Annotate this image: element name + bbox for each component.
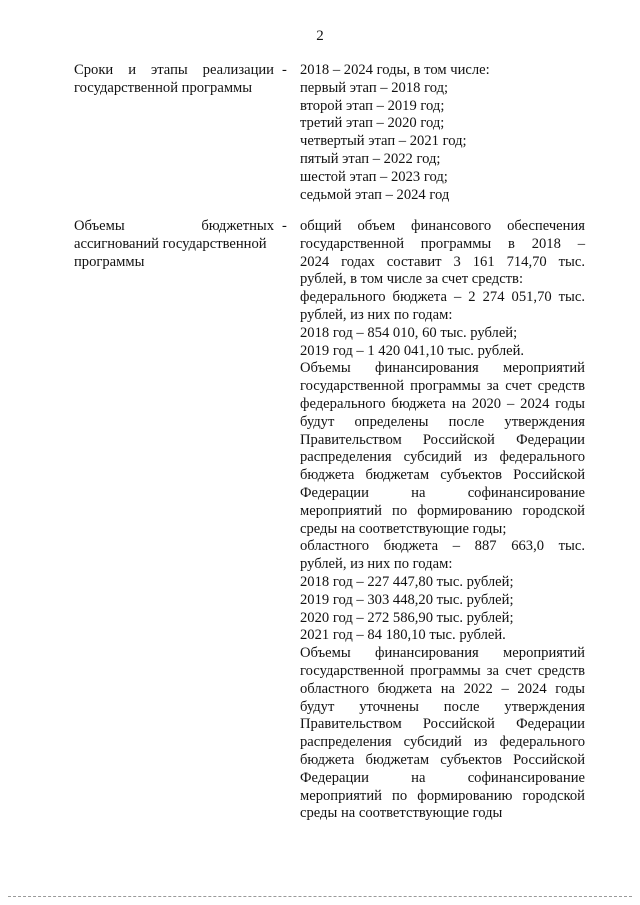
value-line: областного бюджета – 887 663,0 тыс. [300, 538, 585, 555]
label-line: Сроки и этапы реализации [74, 62, 274, 78]
value-line: среды на соответствующие годы; [300, 520, 507, 537]
value-line: 2019 год – 303 448,20 тыс. рублей; [300, 591, 514, 608]
value-line: Объемы финансирования мероприятий [300, 360, 585, 377]
page-number: 2 [316, 28, 324, 44]
value-line: седьмой этап – 2024 год [300, 186, 450, 203]
row-value [300, 62, 585, 204]
value-line: второй этап – 2019 год; [300, 97, 445, 114]
value-line: распределения субсидий из федерального [300, 734, 585, 751]
row-dash: - [282, 218, 287, 234]
value-line: 2021 год – 84 180,10 тыс. рублей. [300, 627, 506, 644]
value-line: пятый этап – 2022 год; [300, 150, 441, 167]
value-line: рублей, из них по годам: [300, 306, 453, 323]
value-line: Федерации на софинансирование [300, 484, 585, 501]
row-label [74, 218, 274, 271]
value-line: 2019 год – 1 420 041,10 тыс. рублей. [300, 342, 525, 359]
value-line: мероприятий по формированию городской [300, 502, 585, 519]
value-line: будут уточнены после утверждения [300, 698, 585, 715]
value-line: распределения субсидий из федерального [300, 449, 585, 466]
value-line: общий объем финансового обеспечения [300, 218, 585, 234]
label-line: государственной программы [74, 79, 253, 96]
value-line: среды на соответствующие годы [300, 805, 503, 822]
value-line: третий этап – 2020 год; [300, 115, 445, 132]
value-line: государственной программы за счет средств [300, 662, 585, 679]
label-line: программы [74, 253, 145, 270]
value-line: рублей, из них по годам: [300, 556, 453, 573]
value-line: первый этап – 2018 год; [300, 79, 449, 96]
value-line: шестой этап – 2023 год; [300, 168, 448, 185]
value-line: четвертый этап – 2021 год; [300, 133, 467, 150]
value-line: Федерации на софинансирование [300, 769, 585, 786]
value-line: государственной программы в 2018 – [300, 235, 585, 252]
row-label [74, 62, 274, 98]
value-line: 2018 – 2024 годы, в том числе: [300, 62, 490, 78]
label-line: ассигнований государственной [74, 235, 267, 252]
page-bottom-edge [8, 896, 632, 897]
value-line: государственной программы за счет средств [300, 378, 585, 395]
value-line: рублей, в том числе за счет средств: [300, 271, 524, 288]
value-line: бюджета бюджетам субъектов Российской [300, 467, 585, 484]
value-line: федерального бюджета – 2 274 051,70 тыс. [300, 289, 585, 306]
value-line: 2018 год – 227 447,80 тыс. рублей; [300, 573, 514, 590]
value-line: 2018 год – 854 010, 60 тыс. рублей; [300, 324, 518, 341]
value-line: 2024 годах составит 3 161 714,70 тыс. [300, 253, 585, 270]
value-line: бюджета бюджетам субъектов Российской [300, 751, 585, 768]
value-line: будут определены после утверждения [300, 413, 585, 430]
row-value [300, 218, 585, 823]
label-line: Объемы бюджетных [74, 218, 274, 234]
value-line: Объемы финансирования мероприятий [300, 645, 585, 662]
value-line: Правительством Российской Федерации [300, 716, 585, 733]
value-line: 2020 год – 272 586,90 тыс. рублей; [300, 609, 514, 626]
value-line: Правительством Российской Федерации [300, 431, 585, 448]
row-dash: - [282, 62, 287, 78]
value-line: мероприятий по формированию городской [300, 787, 585, 804]
value-line: федерального бюджета на 2020 – 2024 годы [300, 395, 585, 412]
value-line: областного бюджета на 2022 – 2024 годы [300, 680, 585, 697]
